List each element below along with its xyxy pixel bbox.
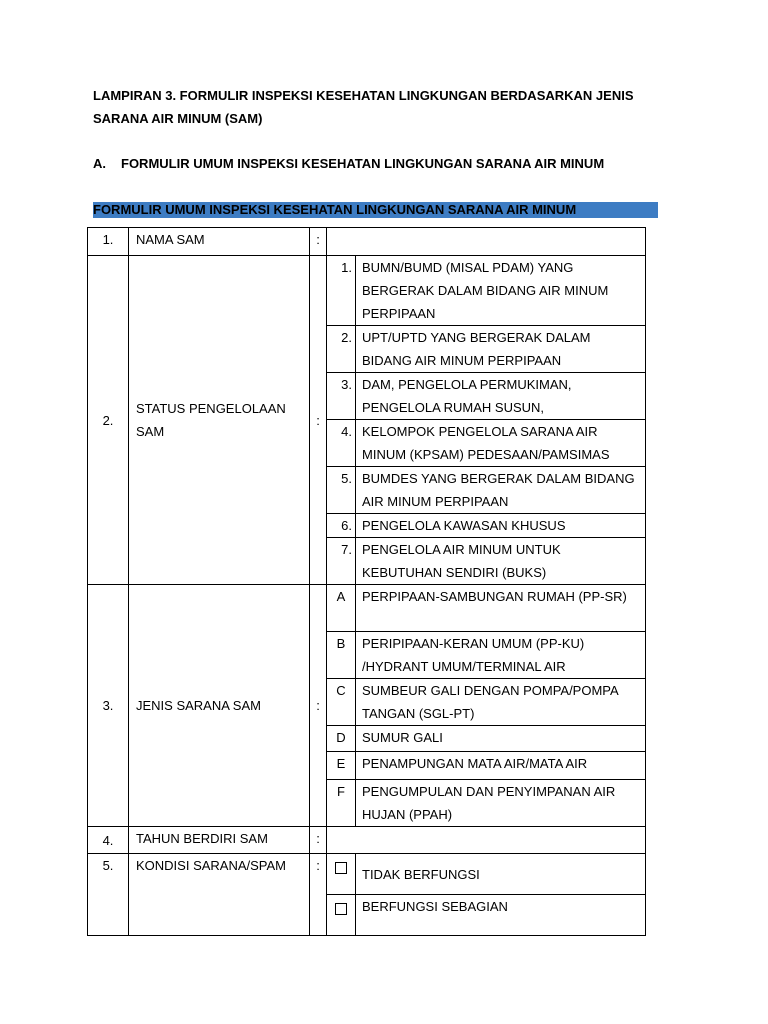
nama-sam-field[interactable] bbox=[327, 228, 646, 256]
option-text: PERIPIPAAN-KERAN UMUM (PP-KU) /HYDRANT UMUM/TERMINAL AIR bbox=[356, 632, 646, 679]
option-text: PENAMPUNGAN MATA AIR/MATA AIR bbox=[356, 752, 646, 780]
tahun-berdiri-field[interactable] bbox=[327, 827, 646, 854]
row-nama-sam bbox=[88, 228, 646, 256]
option-text: SUMUR GALI bbox=[356, 726, 646, 752]
option-letter[interactable]: C bbox=[327, 679, 356, 726]
option-number[interactable]: 7. bbox=[327, 538, 356, 585]
option-text: BUMN/BUMD (MISAL PDAM) YANG BERGERAK DALAM BIDANG AIR MINUM PERPIPAAN bbox=[356, 256, 646, 326]
option-number[interactable]: 5. bbox=[327, 467, 356, 514]
row-number: 1. bbox=[88, 228, 129, 256]
option-number[interactable]: 6. bbox=[327, 514, 356, 538]
option-text: BUMDES YANG BERGERAK DALAM BIDANG AIR MINUM PERPIPAAN bbox=[356, 467, 646, 514]
row-number: 4. bbox=[88, 827, 129, 854]
option-letter[interactable]: B bbox=[327, 632, 356, 679]
option-text: PENGELOLA KAWASAN KHUSUS bbox=[356, 514, 646, 538]
option-row bbox=[88, 256, 646, 326]
option-text: DAM, PENGELOLA PERMUKIMAN, PENGELOLA RUMAH SUSUN, bbox=[356, 373, 646, 420]
option-text: UPT/UPTD YANG BERGERAK DALAM BIDANG AIR MINUM PERPIPAAN bbox=[356, 326, 646, 373]
option-letter[interactable]: E bbox=[327, 752, 356, 780]
option-letter[interactable]: D bbox=[327, 726, 356, 752]
row-number: 5. bbox=[88, 854, 129, 936]
row-tahun-berdiri bbox=[88, 827, 646, 854]
option-letter[interactable]: F bbox=[327, 780, 356, 827]
checkbox-icon[interactable] bbox=[335, 903, 347, 915]
row-label: STATUS PENGELOLAAN SAM bbox=[129, 256, 310, 585]
option-text: PERPIPAAN-SAMBUNGAN RUMAH (PP-SR) bbox=[356, 585, 646, 632]
option-number[interactable]: 2. bbox=[327, 326, 356, 373]
option-text: SUMBEUR GALI DENGAN POMPA/POMPA TANGAN (SGL-PT) bbox=[356, 679, 646, 726]
checkbox-cell[interactable] bbox=[327, 854, 356, 895]
checkbox-icon[interactable] bbox=[335, 862, 347, 874]
form-header-band: FORMULIR UMUM INSPEKSI KESEHATAN LINGKUNGAN SARANA AIR MINUM bbox=[93, 202, 658, 218]
option-row bbox=[88, 585, 646, 632]
option-number[interactable]: 4. bbox=[327, 420, 356, 467]
checkbox-cell[interactable] bbox=[327, 895, 356, 936]
colon: : bbox=[310, 228, 327, 256]
row-number: 2. bbox=[88, 256, 129, 585]
section-heading bbox=[93, 152, 604, 175]
row-label: KONDISI SARANA/SPAM bbox=[129, 854, 310, 936]
section-title: FORMULIR UMUM INSPEKSI KESEHATAN LINGKUNGAN SARANA AIR MINUM bbox=[121, 156, 605, 171]
option-row bbox=[88, 854, 646, 895]
section-label: A. bbox=[93, 156, 106, 171]
option-text: BERFUNGSI SEBAGIAN bbox=[356, 895, 646, 936]
option-text: TIDAK BERFUNGSI bbox=[356, 854, 646, 895]
row-label: TAHUN BERDIRI SAM bbox=[129, 827, 310, 854]
colon: : bbox=[310, 585, 327, 827]
option-text: KELOMPOK PENGELOLA SARANA AIR MINUM (KPSAM) PEDESAAN/PAMSIMAS bbox=[356, 420, 646, 467]
row-label: NAMA SAM bbox=[129, 228, 310, 256]
option-text: PENGELOLA AIR MINUM UNTUK KEBUTUHAN SENDIRI (BUKS) bbox=[356, 538, 646, 585]
colon: : bbox=[310, 854, 327, 936]
option-number[interactable]: 3. bbox=[327, 373, 356, 420]
colon: : bbox=[310, 827, 327, 854]
row-label: JENIS SARANA SAM bbox=[129, 585, 310, 827]
row-number: 3. bbox=[88, 585, 129, 827]
colon: : bbox=[310, 256, 327, 585]
option-number[interactable]: 1. bbox=[327, 256, 356, 326]
option-letter[interactable]: A bbox=[327, 585, 356, 632]
document-title: LAMPIRAN 3. FORMULIR INSPEKSI KESEHATAN LINGKUNGAN BERDASARKAN JENIS SARANA AIR MINUM (SAM) bbox=[93, 88, 634, 126]
option-text: PENGUMPULAN DAN PENYIMPANAN AIR HUJAN (PPAH) bbox=[356, 780, 646, 827]
inspection-form-table bbox=[87, 227, 646, 936]
